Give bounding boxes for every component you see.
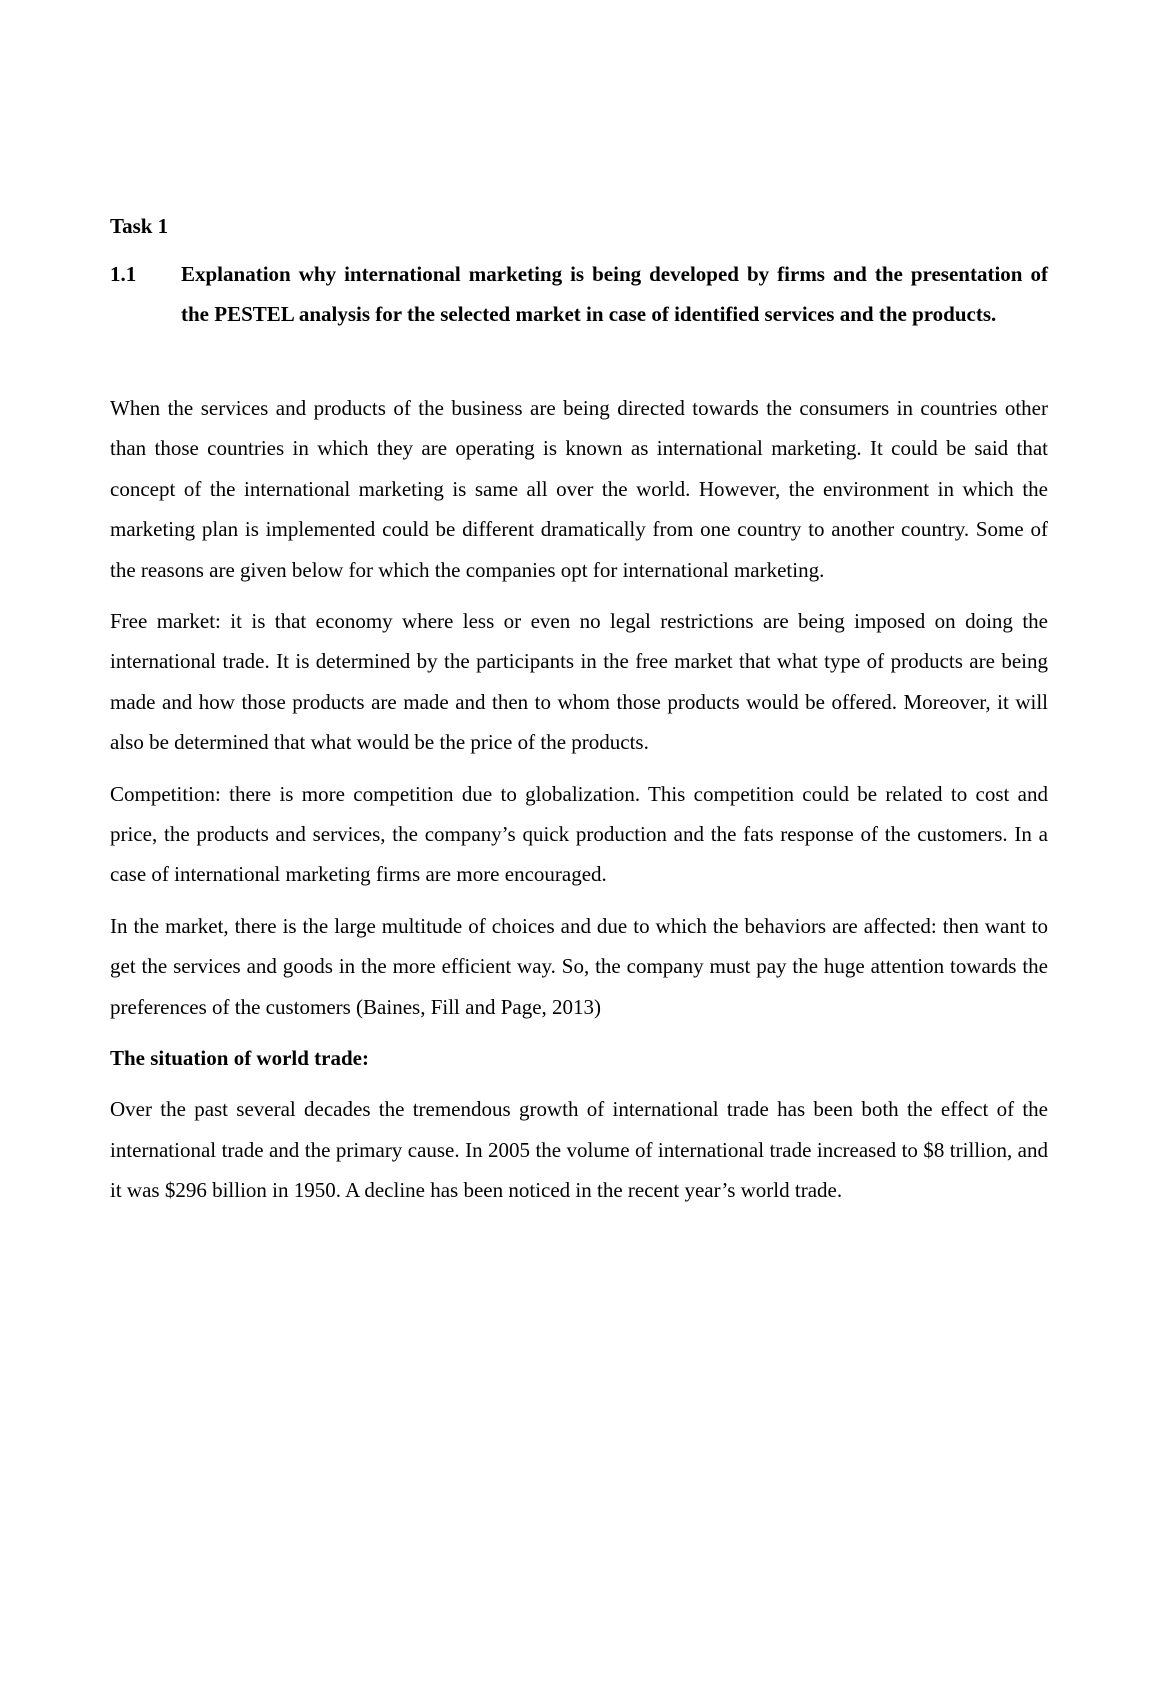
document-page (110, 206, 1048, 1221)
subheading-world-trade: The situation of world trade: (110, 1046, 369, 1071)
paragraph-free-market: Free market: it is that economy where less or even no legal restrictions are being imposed on doing the international trade. It is determined by the participants in the free market that what type of products are being made and how those products are made and then to whom those products would be offered. Moreover, it will also be determined that what would be the price of the products. (110, 609, 1048, 755)
paragraph-customer-choices: In the market, there is the large multitude of choices and due to which the behaviors are affected: then want to get the services and goods in the more efficient way. So, the company must pay the huge attention towards the preferences of the customers (Baines, Fill and Page, 2013) (110, 913, 1048, 1019)
paragraph-competition: Competition: there is more competition due to globalization. This competition could be related to cost and price, the products and services, the company’s quick production and the fats response of the customers. In a case of international marketing firms are more encouraged. (110, 781, 1048, 887)
section-number: 1.1 (110, 262, 137, 286)
task-title: Task 1 (110, 214, 169, 238)
section-title: Explanation why international marketing is being developed by firms and the presentation of the PESTEL analysis for the selected market in case of identified services and the products. (181, 262, 1048, 326)
paragraph-world-trade: Over the past several decades the tremendous growth of international trade has been both the effect of the international trade and the primary cause. In 2005 the volume of international trade increased to $8 trillion, and it was $296 billion in 1950. A decline has been noticed in the recent year’s world trade. (110, 1097, 1048, 1202)
paragraph-international-marketing: When the services and products of the business are being directed towards the consumers in countries other than those countries in which they are operating is known as international marketing. It could be said that concept of the international marketing is same all over the world. However, the environment in which the marketing plan is implemented could be different dramatically from one country to another country. Some of the reasons are given below for which the companies opt for international marketing. (110, 396, 1048, 582)
section-heading (110, 254, 1048, 334)
